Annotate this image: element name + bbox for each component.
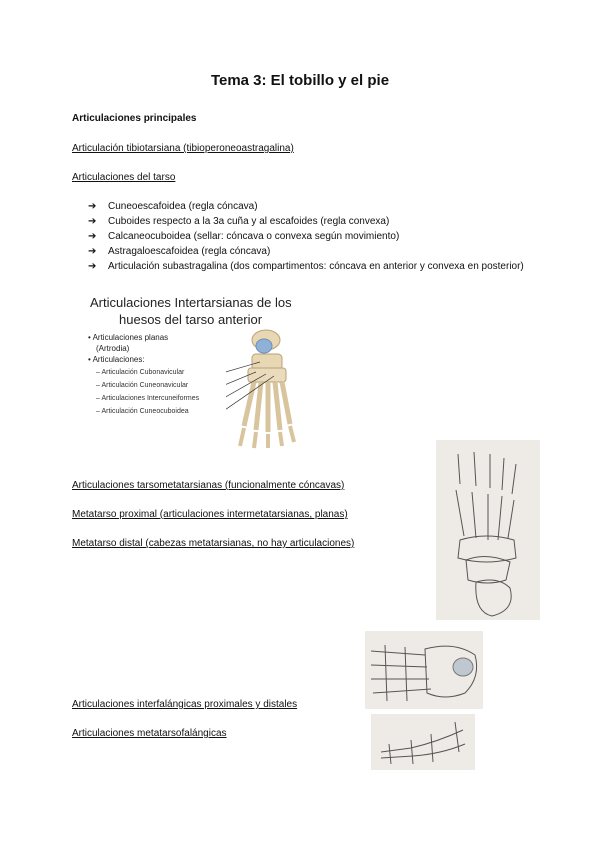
figure-sub-cubonavicular: – Articulación Cubonavicular bbox=[96, 369, 185, 376]
foot-drawing-photo-lateral bbox=[365, 631, 483, 709]
link-metatarso-proximal[interactable]: Metatarso proximal (articulaciones intermetatarsianas, planas) bbox=[72, 509, 348, 520]
tarso-bullet-list bbox=[88, 199, 533, 274]
figure-item-articulaciones: • Articulaciones: bbox=[88, 355, 145, 364]
figure-sub-cuneonavicular: – Articulación Cuneonavicular bbox=[96, 382, 189, 389]
arrow-icon: ➔ bbox=[88, 201, 97, 212]
foot-sketch-dorsal bbox=[436, 440, 540, 620]
link-metatarsofalangicas[interactable]: Articulaciones metatarsofalángicas bbox=[72, 728, 227, 739]
link-tarso[interactable]: Articulaciones del tarso bbox=[72, 172, 176, 183]
foot-drawing-photo-dorsal bbox=[436, 440, 540, 620]
arrow-icon: ➔ bbox=[88, 261, 97, 272]
link-interfalangicas[interactable]: Articulaciones interfalángicas proximales y distales bbox=[72, 699, 298, 710]
figure-item-planas: • Articulaciones planas bbox=[88, 333, 169, 342]
figure-item-artrodia: (Artrodia) bbox=[96, 344, 130, 353]
section-heading: Articulaciones principales bbox=[72, 113, 197, 124]
link-tibiotarsiana[interactable]: Articulación tibiotarsiana (tibioperoneoastragalina) bbox=[72, 143, 294, 154]
arrow-icon: ➔ bbox=[88, 231, 97, 242]
page-title: Tema 3: El tobillo y el pie bbox=[210, 72, 390, 89]
list-item: ➔ Cuneoescafoidea (regla cóncava) bbox=[88, 201, 258, 212]
foot-bones-illustration bbox=[226, 326, 306, 450]
figure-sub-intercuneiformes: – Articulaciones Intercuneiformes bbox=[96, 395, 200, 402]
list-item: ➔ Astragaloescafoidea (regla cóncava) bbox=[88, 246, 271, 257]
figure-title-line1: Articulaciones Intertarsianas de los bbox=[90, 295, 292, 310]
mtp-sketch bbox=[371, 714, 475, 770]
link-tarsometatarsianas[interactable]: Articulaciones tarsometatarsianas (funcionalmente cóncavas) bbox=[72, 480, 345, 491]
figure-sub-cuneocuboidea: – Articulación Cuneocuboidea bbox=[96, 408, 189, 415]
link-metatarso-distal[interactable]: Metatarso distal (cabezas metatarsianas, no hay articulaciones) bbox=[72, 538, 355, 549]
intertarsal-figure bbox=[86, 294, 332, 450]
list-item: ➔ Articulación subastragalina (dos compartimentos: cóncava en anterior y convexa en posterior) bbox=[88, 261, 524, 272]
arrow-icon: ➔ bbox=[88, 246, 97, 257]
list-item: ➔ Cuboides respecto a la 3a cuña y al escafoides (regla convexa) bbox=[88, 216, 390, 227]
arrow-icon: ➔ bbox=[88, 216, 97, 227]
list-item: ➔ Calcaneocuboidea (sellar: cóncava o convexa según movimiento) bbox=[88, 231, 400, 242]
figure-title-line2: huesos del tarso anterior bbox=[119, 312, 263, 327]
foot-sketch-lateral bbox=[365, 631, 483, 709]
mtp-drawing-photo bbox=[371, 714, 475, 770]
